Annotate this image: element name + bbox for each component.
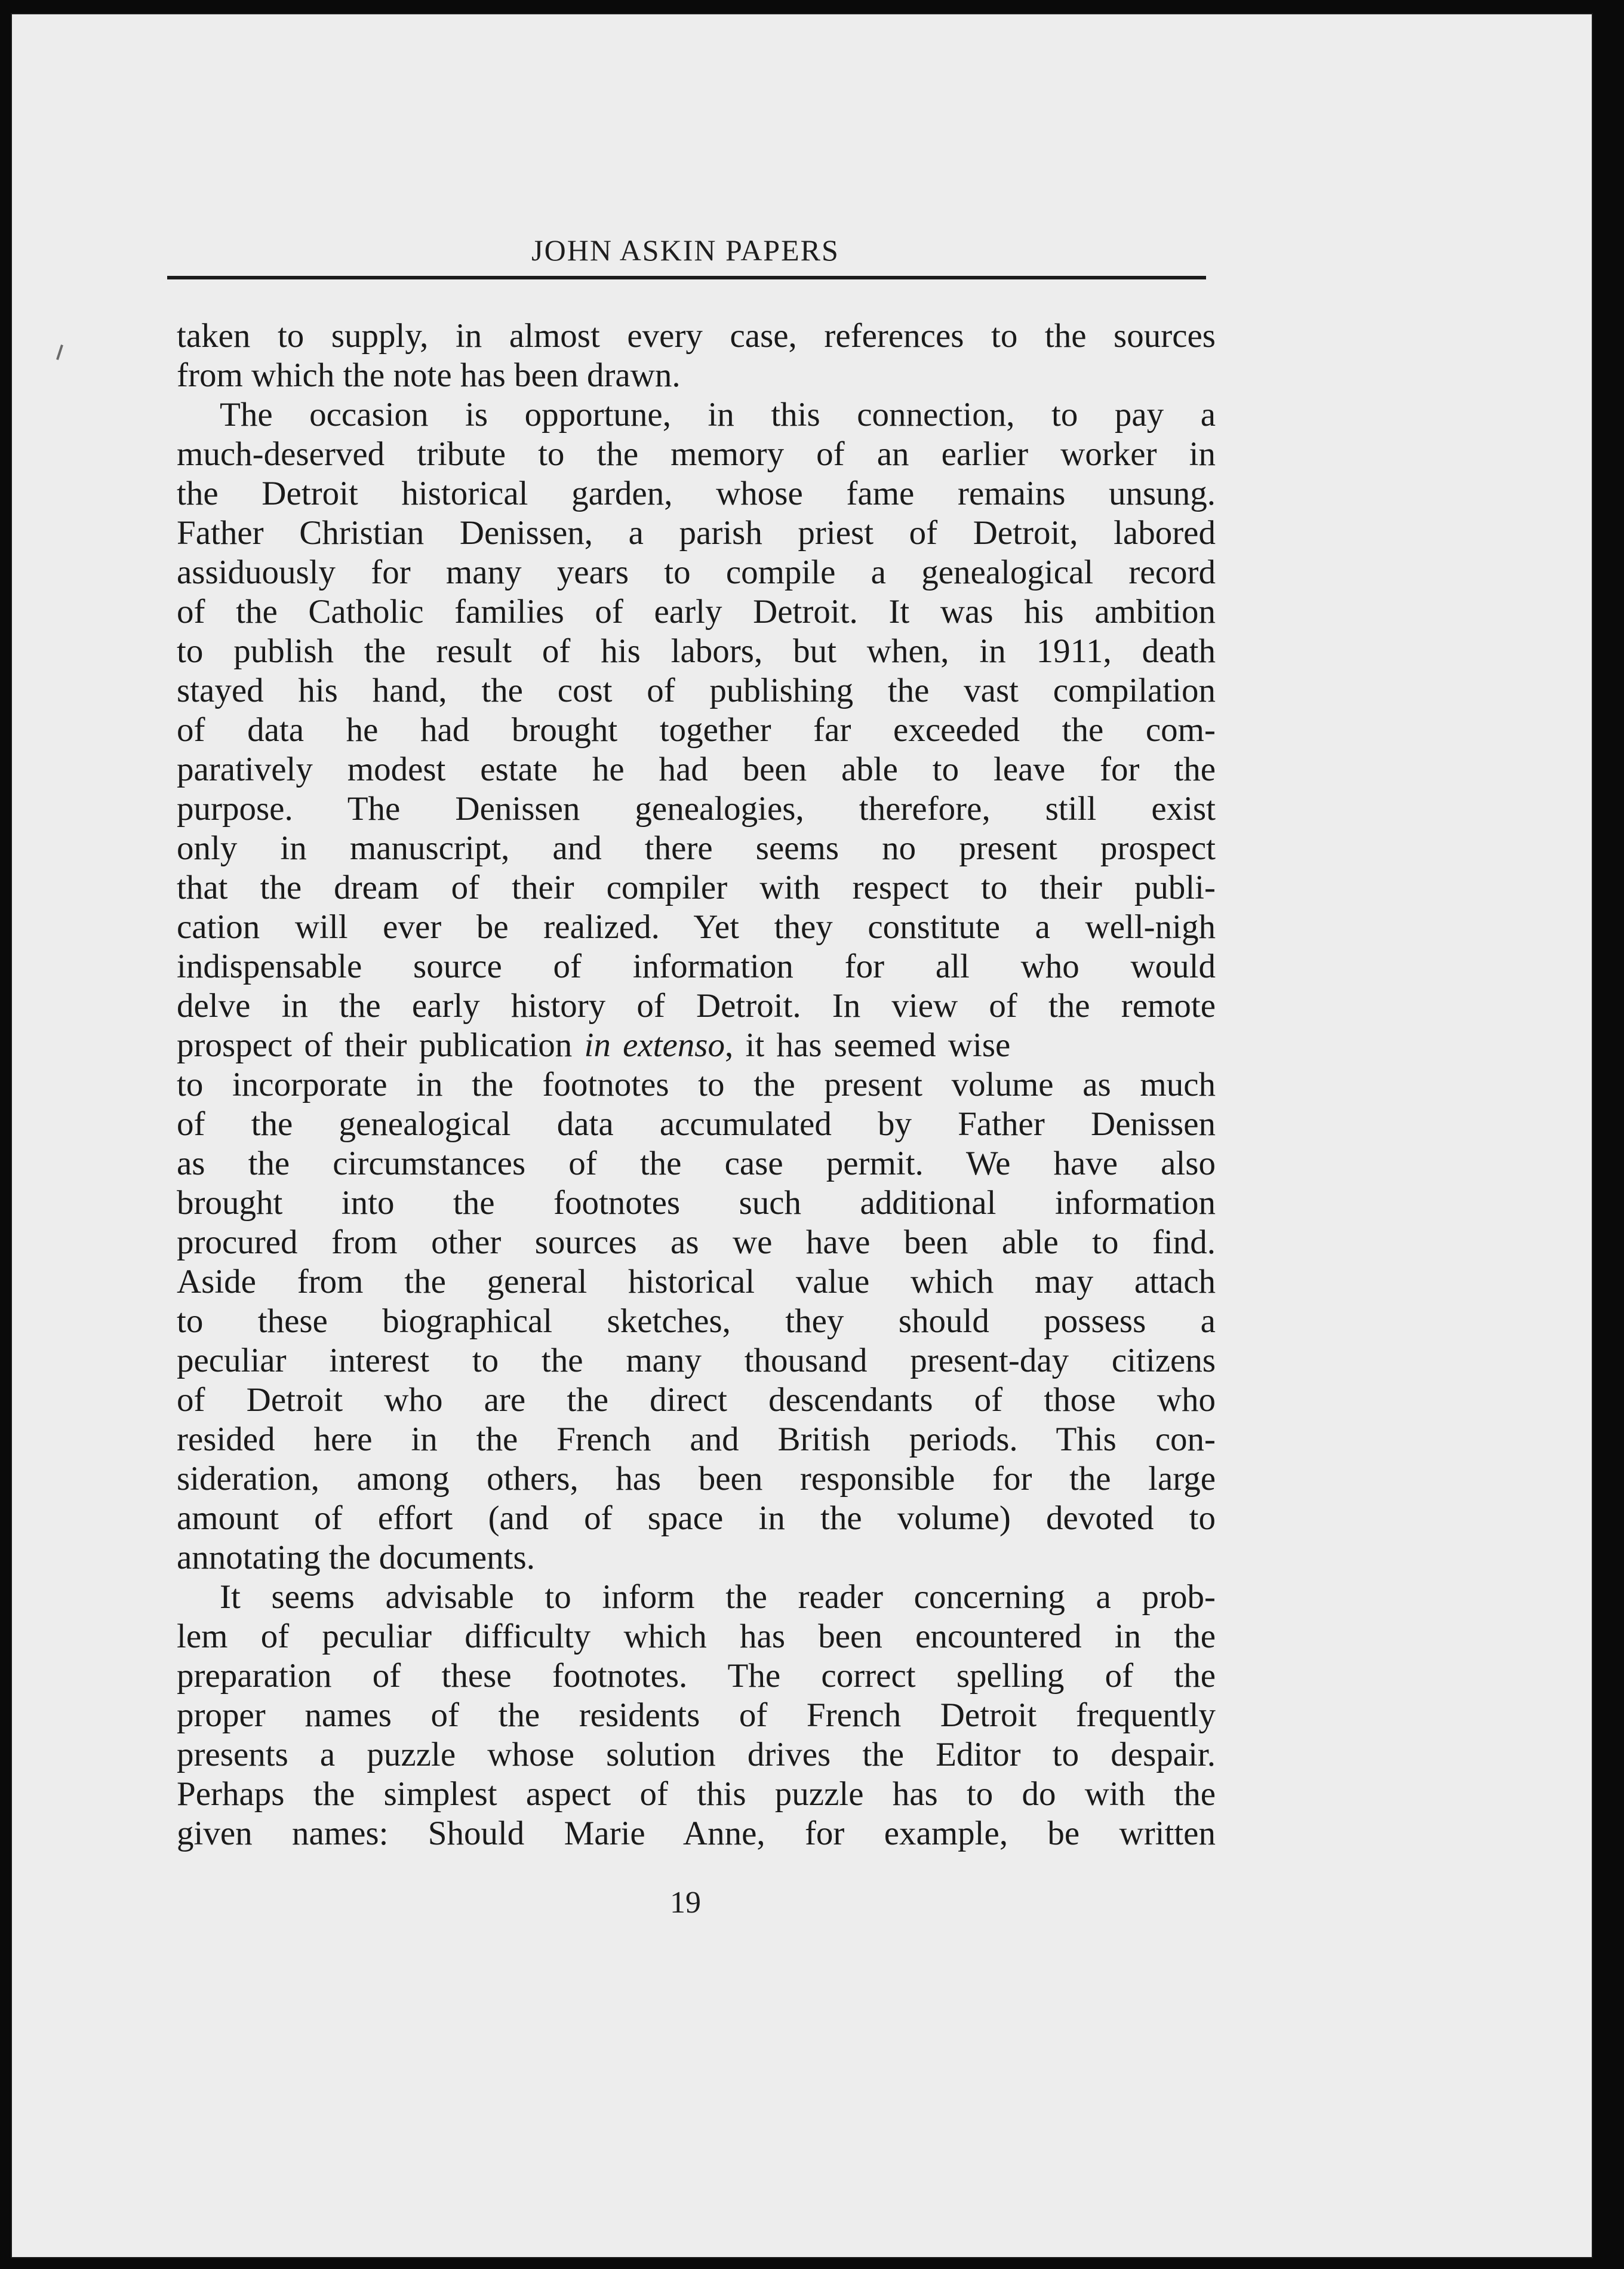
text-line: the Detroit historical garden, whose fame remains unsung. bbox=[177, 475, 1216, 512]
text-line: cation will ever be realized. Yet they constitute a well-nigh bbox=[177, 908, 1216, 946]
text-line: to these biographical sketches, they should possess a bbox=[177, 1302, 1216, 1340]
text-line: assiduously for many years to compile a genealogical record bbox=[177, 554, 1216, 591]
text-line: of the genealogical data accumulated by Father Denissen bbox=[177, 1105, 1216, 1143]
text-line: to incorporate in the footnotes to the present volume as much bbox=[177, 1066, 1216, 1103]
text-line: only in manuscript, and there seems no present prospect bbox=[177, 829, 1216, 867]
text-line: brought into the footnotes such additional information bbox=[177, 1184, 1216, 1222]
text-line: amount of effort (and of space in the volume) devoted to bbox=[177, 1499, 1216, 1537]
text-line: procured from other sources as we have been able to find. bbox=[177, 1223, 1216, 1261]
text-line: peculiar interest to the many thousand present-day citizens bbox=[177, 1342, 1216, 1379]
text-line: to publish the result of his labors, but when, in 1911, death bbox=[177, 632, 1216, 670]
text-line: delve in the early history of Detroit. In view of the remote bbox=[177, 987, 1216, 1025]
text-line: proper names of the residents of French Detroit frequently bbox=[177, 1696, 1216, 1734]
text-line: given names: Should Marie Anne, for example, be written bbox=[177, 1815, 1216, 1852]
running-head: JOHN ASKIN PAPERS bbox=[531, 233, 839, 267]
text-line: much-deserved tribute to the memory of an earlier worker in bbox=[177, 435, 1216, 473]
page-edge-tear bbox=[1616, 1732, 1624, 1815]
body-text bbox=[177, 316, 1216, 1853]
italic-phrase: in extenso bbox=[584, 1026, 725, 1064]
book-page bbox=[11, 13, 1593, 2258]
text-segment: , it has seemed wise bbox=[725, 1026, 1011, 1064]
text-line: purpose. The Denissen genealogies, therefore, still exist bbox=[177, 790, 1216, 828]
text-line: lem of peculiar difficulty which has been encountered in the bbox=[177, 1618, 1216, 1655]
text-line: Perhaps the simplest aspect of this puzzle has to do with the bbox=[177, 1775, 1216, 1813]
text-line: indispensable source of information for all who would bbox=[177, 948, 1216, 985]
margin-pencil-mark bbox=[56, 345, 63, 360]
page-number: 19 bbox=[670, 1886, 701, 1920]
text-line: The occasion is opportune, in this connection, to pay a bbox=[220, 396, 1216, 433]
text-line: stayed his hand, the cost of publishing the vast compilation bbox=[177, 672, 1216, 709]
text-line: of the Catholic families of early Detroit. It was his ambition bbox=[177, 593, 1216, 631]
text-line: of data he had brought together far exceeded the com- bbox=[177, 711, 1216, 749]
text-line: presents a puzzle whose solution drives the Editor to despair. bbox=[177, 1736, 1216, 1773]
text-line: from which the note has been drawn. bbox=[177, 356, 681, 394]
page-content bbox=[11, 13, 1593, 2258]
text-line: preparation of these footnotes. The correct spelling of the bbox=[177, 1657, 1216, 1695]
head-rule bbox=[167, 276, 1206, 279]
text-line: taken to supply, in almost every case, references to the sources bbox=[177, 317, 1216, 355]
text-line: It seems advisable to inform the reader concerning a prob- bbox=[220, 1578, 1216, 1616]
text-line: Father Christian Denissen, a parish priest of Detroit, labored bbox=[177, 514, 1216, 552]
text-line: Aside from the general historical value which may attach bbox=[177, 1263, 1216, 1300]
text-line: resided here in the French and British periods. This con- bbox=[177, 1421, 1216, 1458]
text-line: as the circumstances of the case permit. We have also bbox=[177, 1145, 1216, 1182]
text-line: that the dream of their compiler with respect to their publi- bbox=[177, 869, 1216, 906]
text-line: paratively modest estate he had been able to leave for the bbox=[177, 751, 1216, 788]
text-segment: prospect of their publication bbox=[177, 1026, 573, 1064]
text-line-with-italic bbox=[177, 1026, 1216, 1065]
text-line: of Detroit who are the direct descendants of those who bbox=[177, 1381, 1216, 1419]
text-line: annotating the documents. bbox=[177, 1539, 535, 1576]
text-line: sideration, among others, has been responsible for the large bbox=[177, 1460, 1216, 1498]
